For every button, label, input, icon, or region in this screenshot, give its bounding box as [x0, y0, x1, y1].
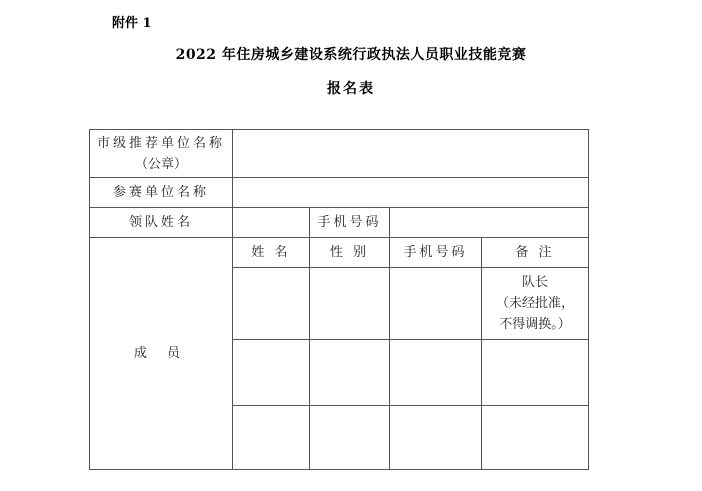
participating-unit-label: 参赛单位名称	[90, 178, 233, 208]
attachment-label: 附件 1	[112, 16, 152, 31]
member-phone-cell[interactable]	[390, 340, 482, 406]
document-subtitle: 报名表	[327, 81, 375, 97]
member-remarks-cell[interactable]	[482, 406, 589, 470]
team-leader-value[interactable]	[233, 208, 310, 238]
team-leader-row	[90, 208, 589, 238]
column-remarks-header: 备 注	[482, 238, 589, 268]
recommend-unit-label-line2: （公章）	[134, 156, 187, 172]
members-header-row	[90, 238, 589, 268]
team-leader-label: 领队姓名	[90, 208, 233, 238]
member-phone-cell[interactable]	[390, 406, 482, 470]
member-remarks-cell[interactable]	[482, 340, 589, 406]
member-phone-cell[interactable]	[390, 268, 482, 340]
member-name-cell[interactable]	[233, 268, 310, 340]
team-leader-phone-label: 手机号码	[310, 208, 390, 238]
members-label: 成 员	[90, 238, 233, 470]
member-name-cell[interactable]	[233, 340, 310, 406]
recommend-unit-label	[90, 130, 233, 178]
column-gender-header: 性 别	[310, 238, 390, 268]
recommend-unit-row	[90, 130, 589, 178]
registration-form-table	[89, 129, 589, 470]
document-title: 2022 年住房城乡建设系统行政执法人员职业技能竞赛	[175, 47, 527, 63]
member-name-cell[interactable]	[233, 406, 310, 470]
recommend-unit-label-line1: 市级推荐单位名称	[96, 135, 225, 151]
participating-unit-value[interactable]	[233, 178, 589, 208]
team-leader-phone-value[interactable]	[390, 208, 589, 238]
remark-line2: （未经批准，	[495, 296, 574, 311]
member-gender-cell[interactable]	[310, 340, 390, 406]
recommend-unit-value[interactable]	[233, 130, 589, 178]
column-name-header: 姓 名	[233, 238, 310, 268]
member-remarks-cell	[482, 268, 589, 340]
remark-line3: 不得调换。）	[499, 317, 571, 332]
column-phone-header: 手机号码	[390, 238, 482, 268]
participating-unit-row	[90, 178, 589, 208]
remark-line1: 队长	[521, 275, 548, 290]
member-gender-cell[interactable]	[310, 406, 390, 470]
member-gender-cell[interactable]	[310, 268, 390, 340]
